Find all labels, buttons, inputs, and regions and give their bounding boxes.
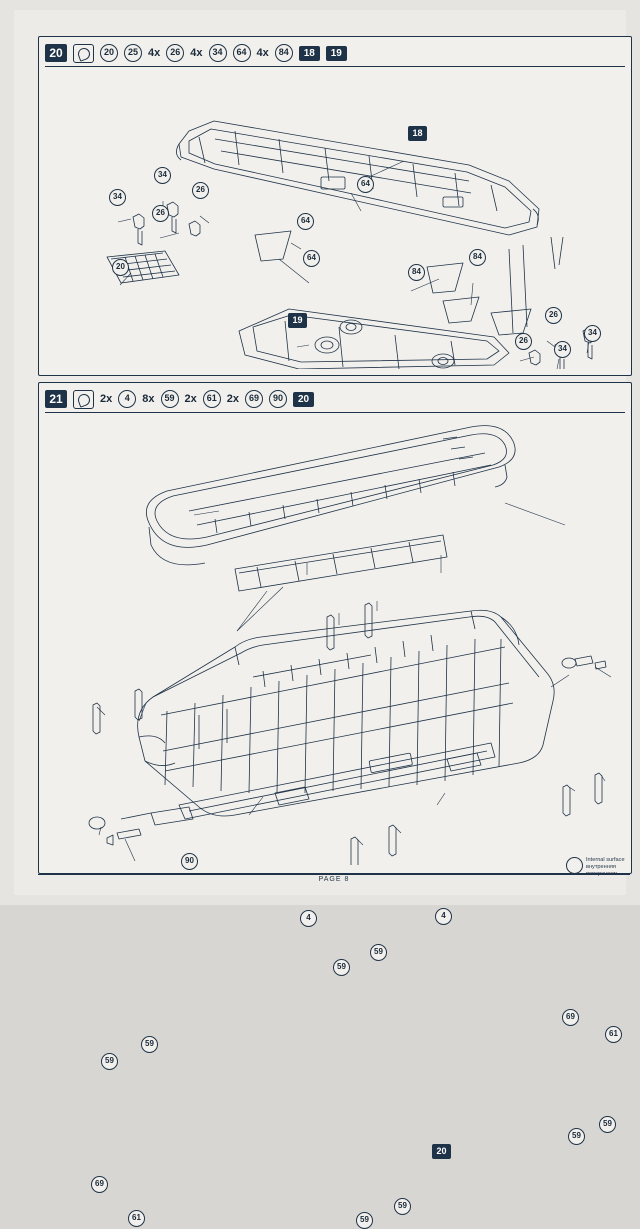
callout-34: 34 [109,189,126,206]
callout-59: 59 [333,959,350,976]
header-divider [45,66,625,67]
part-badge: 64 [233,44,251,62]
callout-84: 84 [408,264,425,281]
part-badge: 25 [124,44,142,62]
part-badge: 59 [161,390,179,408]
glue-icon [73,44,94,63]
note-line-2: внутренняя [586,864,616,870]
callout-34: 34 [554,341,571,358]
part-qty: 2x [226,393,239,405]
callout-64: 64 [297,213,314,230]
callout-59: 59 [356,1212,373,1229]
step-21-header [45,389,314,409]
step-20-diagram [39,69,631,375]
header-divider [45,412,625,413]
part-badge: 4 [118,390,136,408]
glue-icon [73,390,94,409]
callout-26: 26 [152,205,169,222]
callout-20: 20 [112,259,129,276]
part-badge: 61 [203,390,221,408]
page-label: PAGE 8 [318,876,350,883]
part-badge: 69 [245,390,263,408]
callout-61: 61 [128,1210,145,1227]
callout-59: 59 [101,1053,118,1070]
note-line-1: Internal surface [586,857,625,863]
callout-4: 4 [300,910,317,927]
part-qty: 4x [256,47,269,59]
part-badge: 34 [209,44,227,62]
callout-59: 59 [599,1116,616,1133]
callout-4: 4 [435,908,452,925]
part-qty: 4x [190,47,203,59]
part-badge: 18 [299,46,320,61]
part-qty: 2x [100,393,113,405]
callout-34: 34 [584,325,601,342]
callout-18: 18 [408,126,427,141]
callout-59: 59 [568,1128,585,1145]
part-badge: 19 [326,46,347,61]
callout-59: 59 [141,1036,158,1053]
step-number: 21 [45,390,67,408]
callout-64: 64 [303,250,320,267]
pointer-hand-icon [566,857,583,874]
part-badge: 90 [269,390,287,408]
callout-20: 20 [432,1144,451,1159]
callout-26: 26 [192,182,209,199]
step-panel-20 [38,36,632,376]
callout-69: 69 [91,1176,108,1193]
callout-64: 64 [357,176,374,193]
callout-26: 26 [515,333,532,350]
part-badge: 26 [166,44,184,62]
callout-59: 59 [370,944,387,961]
callout-26: 26 [545,307,562,324]
part-badge: 20 [100,44,118,62]
footer-divider [38,874,630,875]
part-qty: 8x [142,393,155,405]
step-20-header [45,43,347,63]
part-badge: 20 [293,392,314,407]
part-badge: 84 [275,44,293,62]
callout-19: 19 [288,313,307,328]
callout-34: 34 [154,167,171,184]
callout-84: 84 [469,249,486,266]
instruction-sheet [14,10,626,1224]
part-qty: 2x [184,393,197,405]
callout-69: 69 [562,1009,579,1026]
part-qty: 4x [148,47,161,59]
callout-90: 90 [181,853,198,870]
step-21-diagram [39,415,631,873]
callout-59: 59 [394,1198,411,1215]
callout-61: 61 [605,1026,622,1043]
step-number: 20 [45,44,67,62]
